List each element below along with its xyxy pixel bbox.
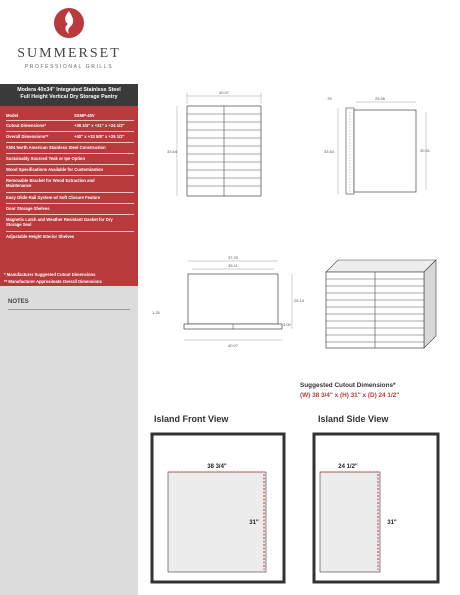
- spec-row: [6, 113, 134, 118]
- plan-depth-dim: 25.14: [294, 298, 305, 303]
- notes-label: NOTES: [8, 299, 29, 305]
- spec-label: Removable Bracket for Wood Extraction and Maintenance: [6, 178, 95, 188]
- spec-label: Model: [6, 113, 19, 118]
- divider: [6, 120, 134, 121]
- product-title-line1: Modera 40x34" Integrated Stainless Steel: [17, 87, 121, 93]
- spec-row: [6, 217, 124, 227]
- spec-row: [6, 123, 134, 128]
- divider: [6, 192, 134, 193]
- spec-row: [6, 156, 134, 161]
- plan-view-drawing: [148, 250, 308, 350]
- spec-value: +40" x +33 5/8" x +25 1/2": [74, 134, 125, 139]
- plan-left-dim: 1.25: [152, 310, 160, 315]
- divider: [6, 214, 134, 215]
- spec-row: [6, 134, 134, 139]
- spec-row: [6, 178, 116, 188]
- spec-row: [6, 145, 134, 150]
- front-width-dim: 40.07: [218, 90, 230, 95]
- sidebar: [0, 0, 138, 595]
- side-height-inner-dim: 30.51: [420, 148, 431, 153]
- plan-outer-dim: 37.20: [227, 255, 239, 260]
- island-side-depth: 24 1/2": [338, 464, 358, 470]
- product-title: [0, 84, 138, 106]
- spec-label: Easy Glide Rail System w/ Soft Closure Feature: [6, 195, 101, 200]
- spec-label: #304 North American Stainless Steel Construction: [6, 145, 106, 150]
- island-front-title: Island Front View: [154, 414, 229, 424]
- front-height-dim: 33.64: [167, 149, 178, 154]
- side-height-outer-dim: 33.64: [324, 149, 335, 154]
- divider: [6, 231, 134, 232]
- brand-name: SUMMERSET: [17, 46, 121, 61]
- spec-row: [6, 234, 134, 239]
- spec-label: Sustainably Sourced Teak or Ipe Option: [6, 156, 86, 161]
- flame-logo-icon: [53, 6, 85, 40]
- spec-row: [6, 195, 134, 200]
- footnote-cutout: * Manufacturer Suggested Cutout Dimensions: [4, 272, 96, 277]
- spec-label: Magnetic Latch and Weather Resistant Gasket for Dry Storage Seal: [6, 217, 113, 227]
- spec-value: +38 3/4" x +31" x +24 1/2": [74, 123, 125, 128]
- plan-bottom-dim: 40.07: [227, 343, 239, 348]
- plan-inner-dim: 35.11: [228, 263, 238, 268]
- plan-step-dim: 3.00: [283, 322, 291, 327]
- logo-area: [0, 0, 138, 84]
- island-front-height: 31": [249, 520, 259, 526]
- product-title-line2: Full Height Vertical Dry Storage Pantry: [20, 94, 118, 100]
- island-front-drawing: [150, 432, 286, 584]
- isometric-drawing: [318, 258, 442, 350]
- island-side-height: 31": [387, 520, 397, 526]
- divider: [6, 142, 134, 143]
- cutout-title: Suggested Cutout Dimensions*: [300, 382, 396, 389]
- cutout-dims: (W) 38 3/4" x (H) 31" x (D) 24 1/2": [300, 392, 400, 399]
- brand-tagline: PROFESSIONAL GRILLS: [24, 64, 114, 70]
- spec-row: [6, 206, 134, 211]
- spec-label: Adjustable Height Interior Shelves: [6, 234, 75, 239]
- spec-label: Overall Dimensions**: [6, 134, 49, 139]
- side-elevation-drawing: [320, 88, 440, 200]
- side-top-dim: 25.56: [374, 96, 386, 101]
- divider: [6, 164, 134, 165]
- footnote-overall: ** Manufacturer Approximate Overall Dimensions: [4, 279, 102, 284]
- spec-label: Cutout Dimensions*: [6, 123, 47, 128]
- spec-label: Door Storage Shelves: [6, 206, 50, 211]
- island-front-width: 38 3/4": [207, 464, 227, 470]
- spec-label: Wood Specifications Available for Customization: [6, 167, 104, 172]
- notes-divider: [8, 309, 130, 310]
- side-left-dim: .75: [326, 96, 332, 101]
- divider: [6, 131, 134, 132]
- spec-value: SSMP-40V: [74, 113, 95, 118]
- island-side-title: Island Side View: [318, 414, 389, 424]
- divider: [6, 203, 134, 204]
- front-elevation-drawing: [165, 88, 275, 200]
- divider: [6, 175, 134, 176]
- spec-row: [6, 167, 134, 172]
- divider: [6, 153, 134, 154]
- island-side-drawing: [312, 432, 440, 584]
- spec-panel: [0, 106, 138, 286]
